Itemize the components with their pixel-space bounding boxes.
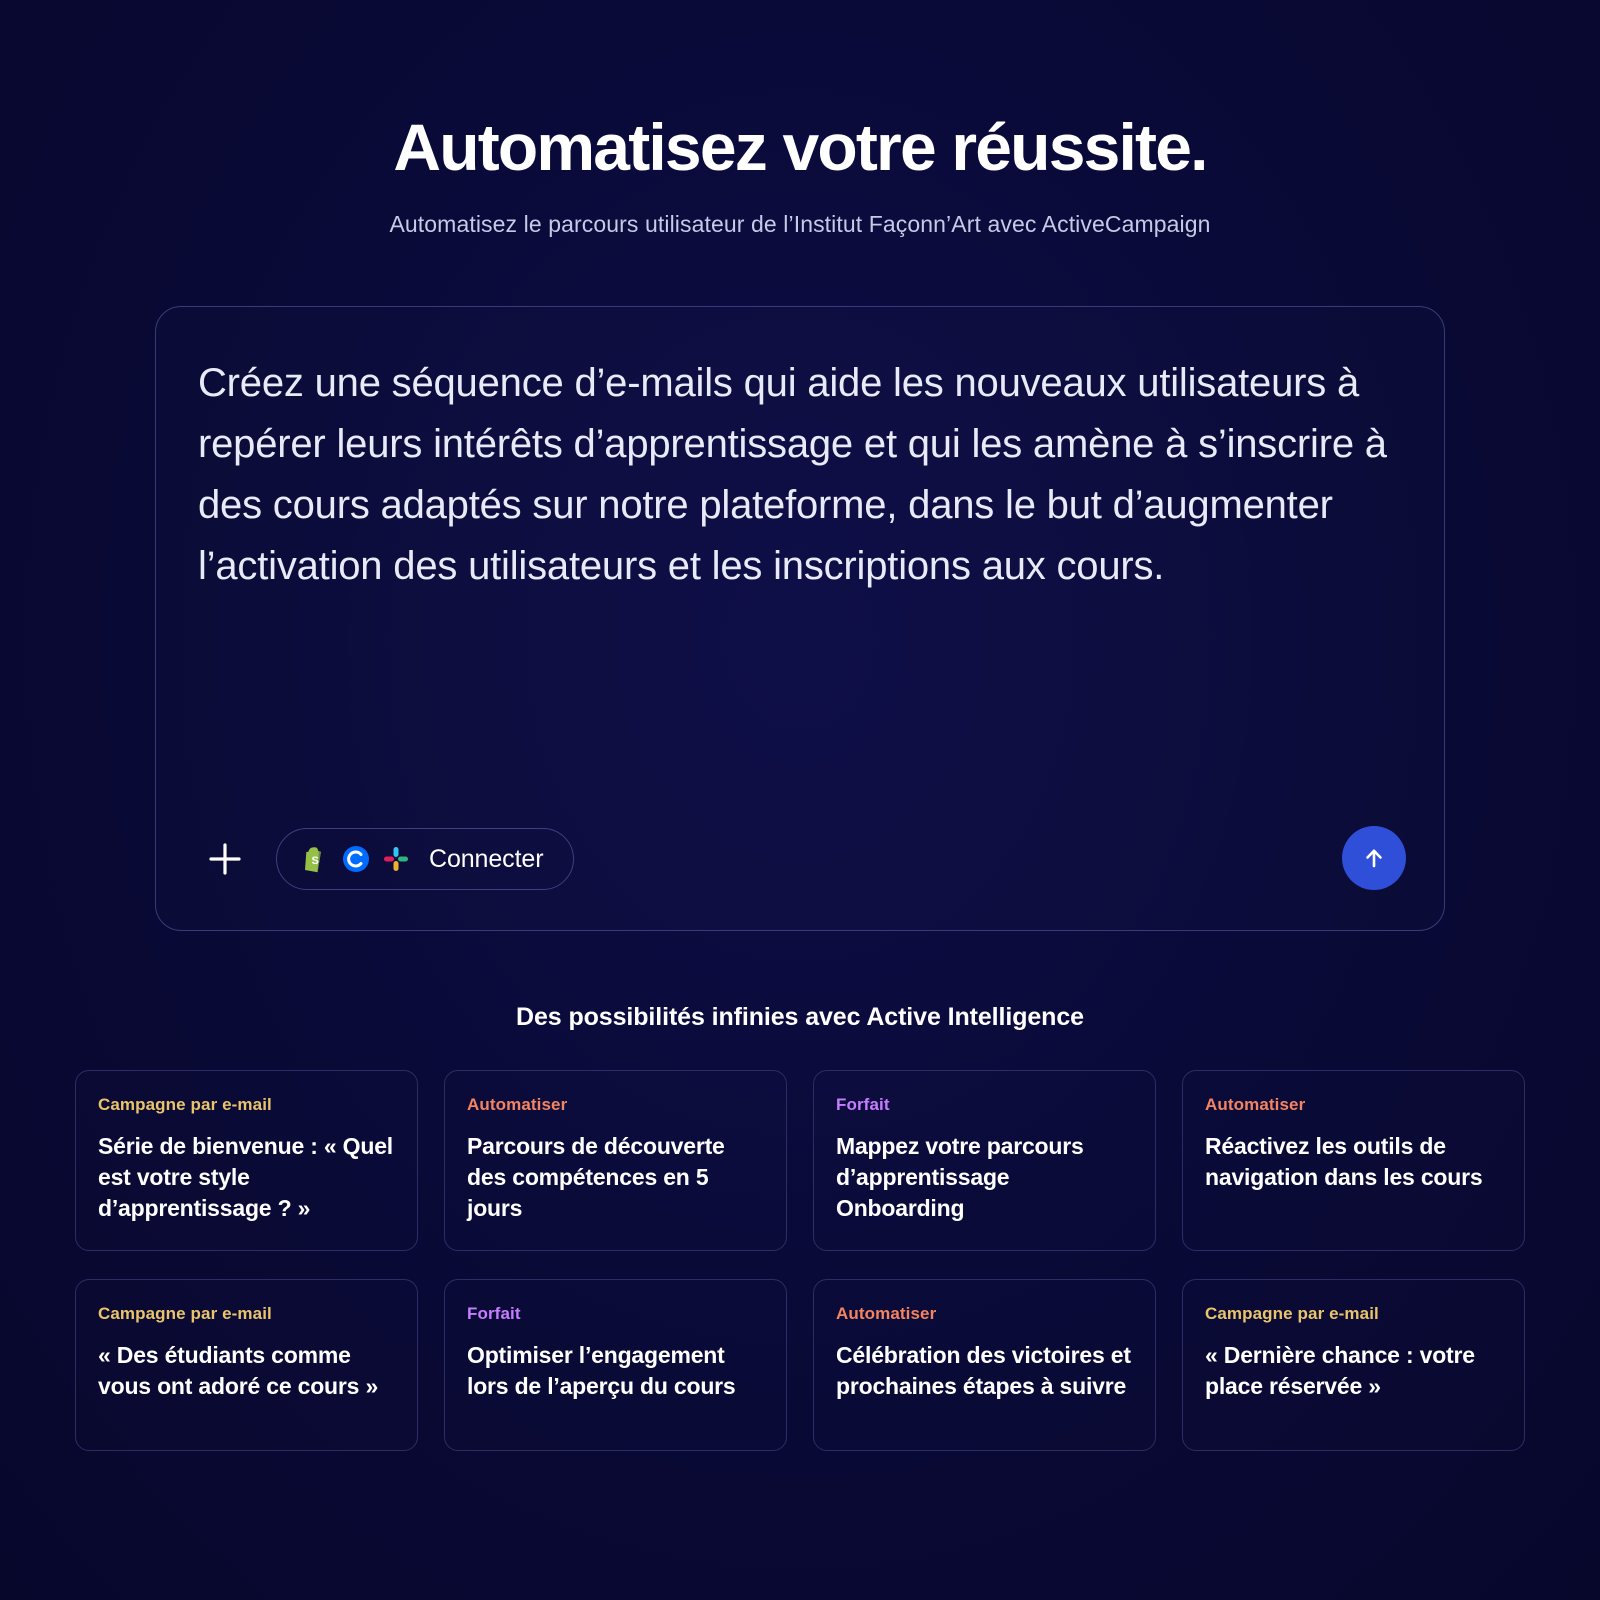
suggestion-title: Optimiser l’engagement lors de l’aperçu du cours <box>467 1341 736 1399</box>
hero-section <box>0 0 1600 238</box>
suggestion-card[interactable] <box>75 1070 418 1250</box>
suggestion-title: Série de bienvenue : « Quel est votre style d’apprentissage ? » <box>98 1133 393 1221</box>
suggestion-tag: Automatiser <box>467 1095 568 1115</box>
connect-button[interactable] <box>276 828 574 890</box>
suggestion-card[interactable] <box>1182 1279 1525 1451</box>
suggestion-card[interactable] <box>1182 1070 1525 1250</box>
suggestion-card[interactable] <box>813 1279 1156 1451</box>
prompt-card[interactable] <box>155 306 1445 931</box>
suggestion-card[interactable] <box>75 1279 418 1451</box>
suggestion-title: « Des étudiants comme vous ont adoré ce cours » <box>98 1341 379 1399</box>
connect-label: Connecter <box>429 844 544 873</box>
suggestion-tag: Campagne par e-mail <box>98 1303 272 1323</box>
shopify-icon <box>299 842 333 876</box>
integration-icons <box>299 842 413 876</box>
page-title: Automatisez votre réussite. <box>393 110 1207 184</box>
suggestion-card[interactable] <box>444 1070 787 1250</box>
suggestion-tag: Forfait <box>836 1095 890 1115</box>
suggestion-card[interactable] <box>444 1279 787 1451</box>
suggestions-heading: Des possibilités infinies avec Active Intelligence <box>516 1003 1084 1032</box>
suggestion-title: Mappez votre parcours d’apprentissage Onboarding <box>836 1133 1084 1221</box>
suggestion-title: Parcours de découverte des compétences en 5 jours <box>467 1133 725 1221</box>
suggestion-tag: Automatiser <box>836 1303 937 1323</box>
slack-icon <box>379 842 413 876</box>
suggestion-tag: Forfait <box>467 1303 521 1323</box>
prompt-toolbar <box>198 828 1402 890</box>
send-button[interactable] <box>1342 826 1406 890</box>
prompt-input[interactable]: Créez une séquence d’e-mails qui aide les nouveaux utilisateurs à repérer leurs intérêts d’apprentissage et qui les amène à s’inscrire à des cours adaptés sur notre plateforme, dans le but d’augmenter l’activation des utilisateurs et les inscriptions aux cours. <box>198 361 1387 588</box>
page-subtitle: Automatisez le parcours utilisateur de l’Institut Façonn’Art avec ActiveCampaign <box>389 211 1211 238</box>
suggestion-title: Réactivez les outils de navigation dans les cours <box>1205 1133 1483 1191</box>
suggestion-card[interactable] <box>813 1070 1156 1250</box>
calendly-icon <box>339 842 373 876</box>
suggestions-grid <box>75 1070 1525 1450</box>
svg-text:S: S <box>311 855 319 868</box>
add-attachment-button[interactable] <box>198 832 252 886</box>
arrow-up-icon <box>1359 843 1389 873</box>
suggestion-title: « Dernière chance : votre place réservée » <box>1205 1341 1475 1399</box>
suggestion-tag: Campagne par e-mail <box>1205 1303 1379 1323</box>
suggestion-tag: Automatiser <box>1205 1095 1306 1115</box>
suggestion-title: Célébration des victoires et prochaines étapes à suivre <box>836 1341 1131 1399</box>
suggestion-tag: Campagne par e-mail <box>98 1095 272 1115</box>
